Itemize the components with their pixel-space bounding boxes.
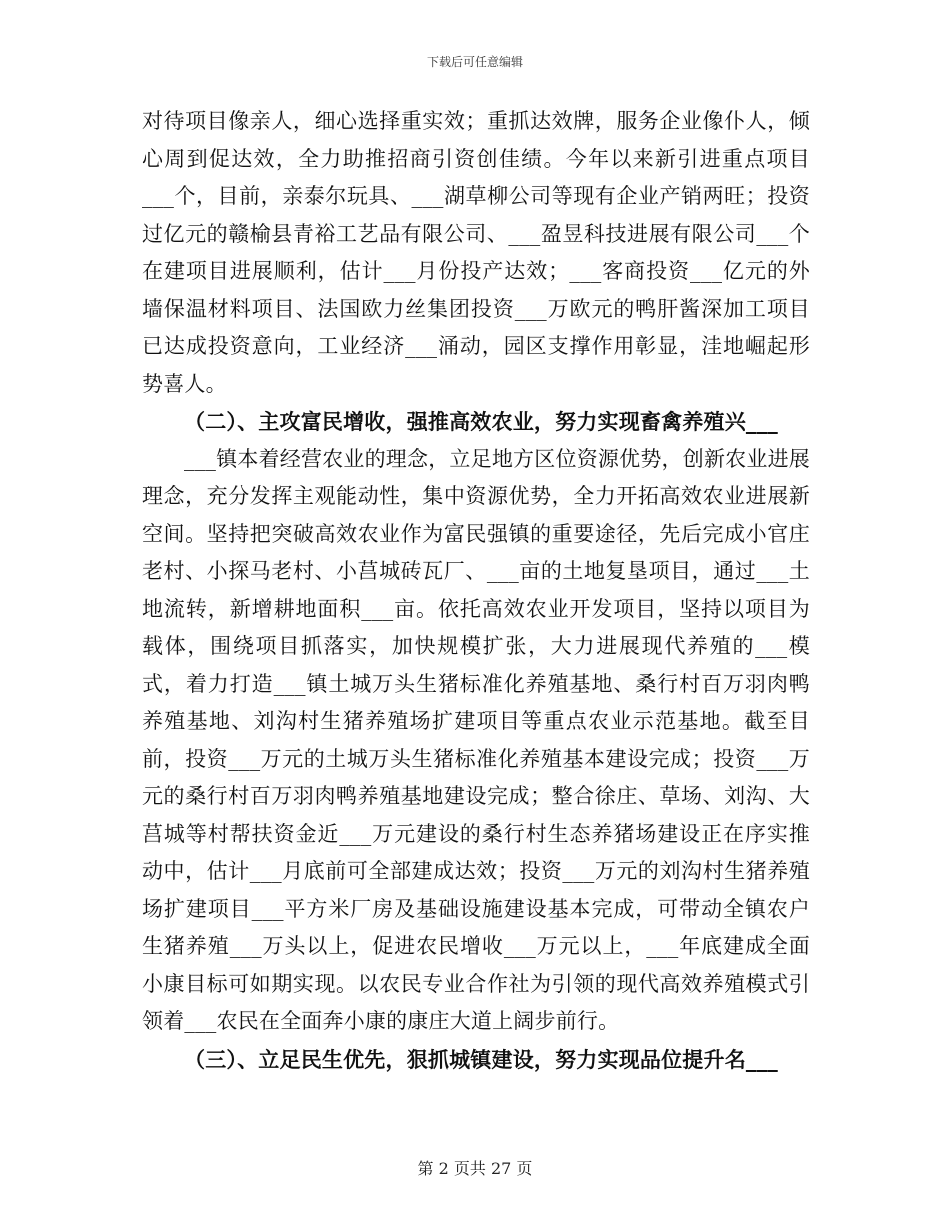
section-heading-urban: （三）、立足民生优先，狠抓城镇建设，努力实现品位提升名___	[184, 1046, 778, 1072]
document-body	[142, 103, 810, 1078]
section-heading-agriculture: （二）、主攻富民增收，强推高效农业，努力实现畜禽养殖兴___	[184, 409, 778, 434]
paragraph-agriculture: ___镇本着经营农业的理念，立足地方区位资源优势，创新农业进展理念，充分发挥主观能动性，集中资源优势，全力开拓高效农业进展新空间。坚持把突破高效农业作为富民强镇的重要途径，先后完成小官庄老村、小探马老村、小莒城砖瓦厂、___亩的土地复垦项目，通过___土地流转，新增耕地面积___亩。依托高效农业开发项目，坚持以项目为载体，围绕项目抓落实，加快规模扩张，大力进展现代养殖的___模式，着力打造___镇土城万头生猪标准化养殖基地、桑行村百万羽肉鸭养殖基地、刘沟村生猪养殖场扩建项目等重点农业示范基地。截至目前，投资___万元的土城万头生猪标准化养殖基本建设完成；投资___万元的桑行村百万羽肉鸭养殖基地建设完成；整合徐庄、草场、刘沟、大莒城等村帮扶资金近___万元建设的桑行村生态养猪场建设正在序实推动中，估计___月底前可全部建成达效；投资___万元的刘沟村生猪养殖场扩建项目___平方米厂房及基础设施建设基本完成，可带动全镇农户生猪养殖___万头以上，促进农民增收___万元以上，___年底建成全面小康目标可如期实现。以农民专业合作社为引领的现代高效养殖模式引领着___农民在全面奔小康的康庄大道上阔步前行。	[142, 446, 810, 1033]
page-header: 下载后可任意编辑	[426, 55, 523, 69]
paragraph-investment: 对待项目像亲人，细心选择重实效；重抓达效牌，服务企业像仆人，倾心周到促达效，全力助推招商引资创佳绩。今年以来新引进重点项目___个，目前，亲泰尔玩具、___湖草柳公司等现有企业产销两旺；投资过亿元的赣榆县青裕工艺品有限公司、___盈昱科技进展有限公司___个在建项目进展顺利，估计___月份投产达效；___客商投资___亿元的外墙保温材料项目、法国欧力丝集团投资___万欧元的鸭肝酱深加工项目已达成投资意向，工业经济___涌动，园区支撑作用彰显，洼地崛起形势喜人。	[142, 109, 810, 396]
page-footer: 第 2 页共 27 页	[417, 1159, 533, 1178]
